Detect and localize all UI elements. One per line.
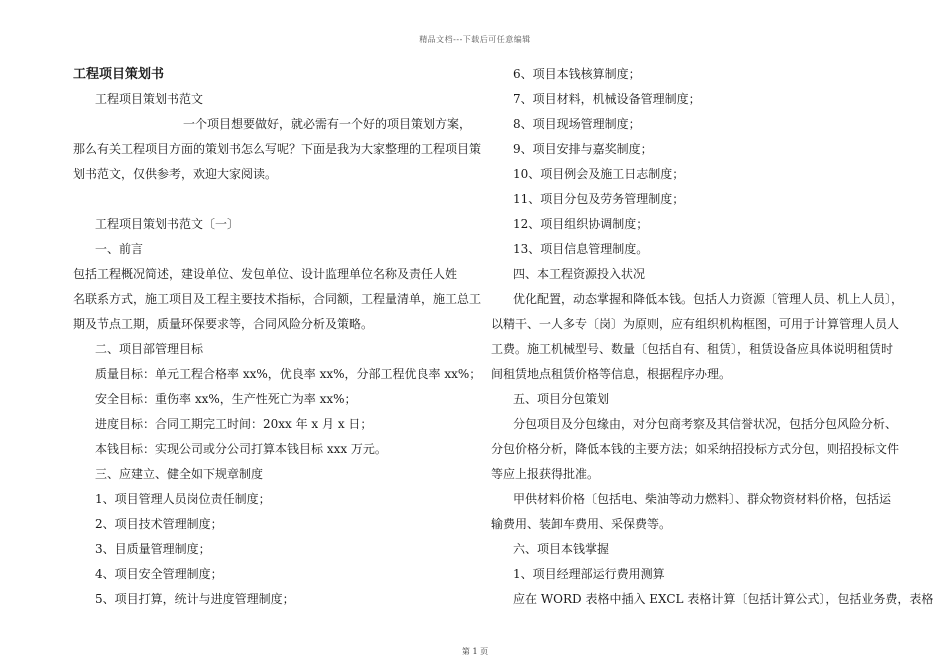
paragraph-line: 优化配置，动态掌握和降低本钱。包括人力资源〔管理人员、机上人员〕， bbox=[513, 292, 904, 306]
list-item: 4、项目安全管理制度； bbox=[95, 567, 223, 581]
list-item: 6、项目本钱核算制度； bbox=[513, 67, 641, 81]
paragraph-line: 间租赁地点租赁价格等信息，根据程序办理。 bbox=[491, 367, 732, 381]
list-item: 10、项目例会及施工日志制度； bbox=[513, 167, 685, 181]
left-column bbox=[73, 62, 482, 612]
list-item: 1、项目管理人员岗位责任制度； bbox=[95, 492, 271, 506]
paragraph-line: 安全目标：重伤率 xx%，生产性死亡为率 xx%； bbox=[95, 392, 357, 406]
list-item: 2、项目技术管理制度； bbox=[95, 517, 223, 531]
paragraph-line: 分包项目及分包缘由，对分包商考察及其信誉状况，包括分包风险分析、 bbox=[513, 417, 898, 431]
paragraph-line: 进度目标：合同工期完工时间：20xx 年 x 月 x 日； bbox=[95, 417, 373, 431]
paragraph-line: 输费用、装卸车费用、采保费等。 bbox=[491, 517, 672, 531]
list-item: 7、项目材料，机械设备管理制度； bbox=[513, 92, 701, 106]
paragraph-line: 工费。施工机械型号、数量〔包括自有、租赁〕，租赁设备应具体说明租赁时 bbox=[491, 342, 894, 356]
list-item: 5、项目打算，统计与进度管理制度； bbox=[95, 592, 295, 606]
list-item: 13、项目信息管理制度。 bbox=[513, 242, 649, 256]
paragraph-line: 本钱目标：实现公司或分公司打算本钱目标 xxx 万元。 bbox=[95, 442, 387, 456]
paragraph-line: 名联系方式，施工项目及工程主要技术指标，合同额，工程量清单，施工总工 bbox=[73, 292, 482, 306]
paragraph-line: 等应上报获得批准。 bbox=[491, 467, 600, 481]
paragraph-line: 期及节点工期，质量环保要求等，合同风险分析及策略。 bbox=[73, 317, 374, 331]
section-heading: 三、应建立、健全如下规章制度 bbox=[95, 467, 264, 481]
paragraph-line: 分包价格分析，降低本钱的主要方法；如采纳招投标方式分包，则招投标文件 bbox=[491, 442, 900, 456]
paragraph-line: 以精干、一人多专〔岗〕为原则，应有组织机构框图，可用于计算管理人员人 bbox=[491, 317, 900, 331]
section-heading: 一、前言 bbox=[95, 242, 144, 256]
section-heading: 五、项目分包策划 bbox=[513, 392, 610, 406]
page-number: 第 1 页 bbox=[461, 647, 489, 656]
document-title: 工程项目策划书 bbox=[73, 67, 165, 82]
paragraph-line: 质量目标：单元工程合格率 xx%，优良率 xx%，分部工程优良率 xx%； bbox=[95, 367, 482, 381]
section-heading: 二、项目部管理目标 bbox=[95, 342, 204, 356]
section-heading: 工程项目策划书范文〔一〕 bbox=[95, 217, 240, 231]
subsection-heading: 1、项目经理部运行费用测算 bbox=[513, 567, 665, 581]
list-item: 12、项目组织协调制度； bbox=[513, 217, 649, 231]
paragraph-line: 划书范文，仅供参考，欢迎大家阅读。 bbox=[73, 167, 278, 181]
list-item: 11、项目分包及劳务管理制度； bbox=[513, 192, 685, 206]
list-item: 9、项目安排与嘉奖制度； bbox=[513, 142, 653, 156]
list-item: 3、目质量管理制度； bbox=[95, 542, 211, 556]
section-heading: 四、本工程资源投入状况 bbox=[513, 267, 646, 281]
list-item: 8、项目现场管理制度； bbox=[513, 117, 641, 131]
paragraph-line: 一个项目想要做好，就必需有一个好的项目策划方案， bbox=[183, 117, 472, 131]
paragraph-line: 那么有关工程项目方面的策划书怎么写呢？下面是我为大家整理的工程项目策 bbox=[73, 142, 482, 156]
paragraph-line: 甲供材料价格〔包括电、柴油等动力燃料〕、群众物资材料价格，包括运 bbox=[513, 492, 892, 506]
section-heading: 六、项目本钱掌握 bbox=[513, 542, 610, 556]
paragraph-line: 应在 WORD 表格中插入 EXCL 表格计算〔包括计算公式〕，包括业务费，表格 bbox=[513, 592, 934, 606]
paragraph-line: 包括工程概况简述，建设单位、发包单位、设计监理单位名称及责任人姓 bbox=[73, 267, 458, 281]
right-column bbox=[491, 62, 934, 612]
blank-line bbox=[73, 187, 463, 212]
page-header: 精品文档---下载后可任意编辑 bbox=[419, 35, 531, 44]
paragraph-line: 工程项目策划书范文 bbox=[95, 92, 204, 106]
